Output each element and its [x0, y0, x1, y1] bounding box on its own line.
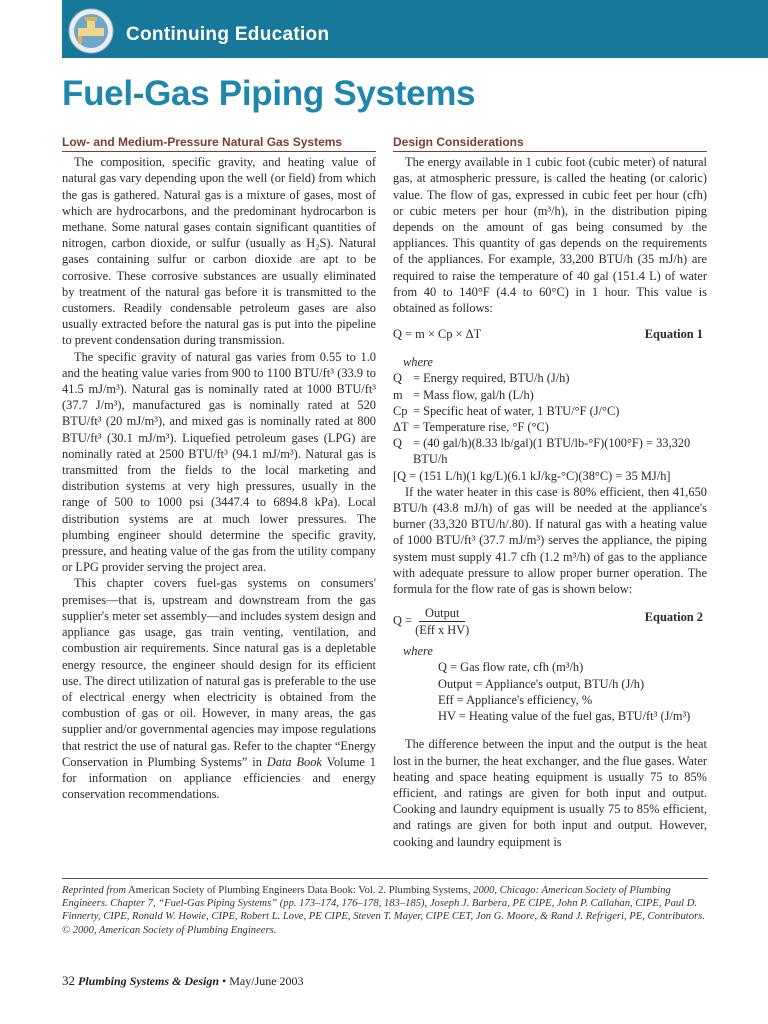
definition-row — [393, 403, 707, 419]
equation-2 — [393, 606, 707, 638]
equation-expression: Q = m × Cp × ΔT — [393, 327, 482, 342]
definition-row — [393, 419, 707, 435]
right-column — [393, 134, 707, 850]
fraction — [415, 605, 469, 638]
paragraph: If the water heater in this case is 80% efficient, then 41,650 BTU/h (43.8 mJ/h) of gas will be needed at the appliance's burner (33,320 BTU/h/.80). If natural gas with a heating value of 1000 BTU/ft³ (37.7 mJ/m³) serves the appliance, the piping system must supply 41.7 cfh (1.2 m³/h) of gas to the appliance with adequate pressure to allow proper burner operation. The formula for the flow rate of gas is shown below: — [393, 484, 707, 597]
definition-text: = (40 gal/h)(8.33 lb/gal)(1 BTU/lb-°F)(100°F) = 33,320 BTU/h — [413, 436, 691, 467]
definition-row: Q = Gas flow rate, cfh (m³/h) — [438, 660, 584, 675]
definition-row — [393, 435, 707, 467]
left-column — [62, 134, 376, 802]
paragraph-text: Volume 1 for information on appliance efficiencies and energy conservation recommendations. — [62, 754, 377, 802]
variable-definitions — [393, 370, 707, 467]
definition-symbol: ΔT — [393, 420, 409, 435]
article-title: Fuel-Gas Piping Systems — [62, 74, 476, 113]
definition-symbol: Q — [393, 371, 402, 386]
definition-text: = Specific heat of water, 1 BTU/°F (J/°C) — [413, 403, 620, 418]
reprint-source: American Society of Plumbing Engineers Data Book: Vol. 2. Plumbing Systems, — [126, 885, 474, 896]
metric-line: [Q = (151 L/h)(1 kg/L)(6.1 kJ/kg-°C)(38°C) = 35 MJ/h] — [393, 468, 671, 483]
issue-date: • May/June 2003 — [222, 974, 304, 988]
where-label: where — [403, 355, 433, 370]
equation-expression — [393, 605, 469, 638]
definition-row — [393, 387, 707, 403]
equation-label: Equation 2 — [644, 610, 703, 625]
reprint-note — [62, 884, 708, 937]
equation-1 — [393, 326, 707, 346]
definition-text: = Temperature rise, °F (°C) — [413, 420, 549, 435]
paragraph-text: This chapter covers fuel-gas systems on consumers' premises—that is, upstream and downstream from the gas supplier's meter set assembly—and includes system design and appliance gas usage, gas train venting, ventilation, and combustion air requirements. Since natural gas is a depletable energy resource, the engineer should design for its efficient use. The direct utilization of natural gas is preferable to the use of electrical energy when electricity is obtained from the combustion of gas or oil. However, in many areas, the gas supplier and/or governmental agencies may impose regulations that restrict the use of natural gas. Refer to the chapter “Energy Conservation in Plumbing Systems” in — [62, 576, 376, 769]
definition-text: = Mass flow, gal/h (L/h) — [413, 387, 534, 402]
reprint-lead: Reprinted from — [62, 885, 127, 896]
paragraph: The specific gravity of natural gas varies from 0.55 to 1.0 and the heating value varies from 900 to 1100 BTU/ft³ (33.9 to 41.5 mJ/m³). Natural gas is nominally rated at 1000 BTU/ft³ (37.7 J/m³), manufactured gas is nominally rated at 520 BTU/ft³ (20 mJ/m³), and mixed gas is nominally rated at 800 BTU/ft³ (30.1 mJ/m³). Liquefied petroleum gases (LPG) are nominally rated at 2500 BTU/ft³ (94.1 mJ/m³). Natural gas is transmitted from the fields to the local marketing and distribution systems at very high pressures, usually in the range of 500 to 1000 psi (3447.4 to 6894.8 kPa). Local distribution systems are at much lower pressures. The plumbing engineer should determine the specific gravity, pressure, and heating value of the gas from the utility company or LPG provider serving the project area. — [62, 349, 376, 575]
definition-symbol: m — [393, 387, 403, 402]
pipe-valve-icon — [68, 8, 114, 54]
equation-label: Equation 1 — [644, 327, 703, 342]
section-title: Continuing Education — [126, 24, 330, 45]
paragraph: The energy available in 1 cubic foot (cubic meter) of natural gas, at atmospheric pressure, is called the heating (or caloric) value. The flow of gas, expressed in cubic feet per hour (cfh) or cubic meters per hour (m³/h), in the distribution piping depends on the amount of gas being consumed by the appliances. This quantity of gas depends on the requirements of the appliances. For example, 33,200 BTU/h (35 mJ/h) are required to raise the temperature of 40 gal (151.4 L) of water from 40 to 140°F (4.4 to 60°C) in 1 hour. This value is obtained as follows: — [393, 155, 707, 316]
footnote-divider — [62, 878, 708, 879]
paragraph: The difference between the input and the output is the heat lost in the burner, the heat exchanger, and the flue gases. Water heating and space heating equipment is usually 75 to 85% efficient, and ratings are given for both input and output. Cooking and laundry equipment is usually 75 to 85% efficient, and ratings are given for both input and output. However, cooking and laundry equipment is — [393, 737, 707, 849]
page-number: 32 — [62, 973, 75, 988]
paragraph — [62, 575, 376, 802]
book-title: Data Book — [266, 754, 322, 769]
definition-symbol: Q — [393, 436, 402, 451]
reprint-details: 2000, Chicago: American Society of Plumbing Engineers. Chapter 7, “Fuel-Gas Piping Systems” (pp. 173–174, 176–178, 183–185), Joseph J. Barbera, PE CIPE, John P. Callahan, CIPE, Paul D. Finnerty, CIPE, Ronald W. Howie, CIPE, Robert L. Love, PE CIPE, Steven T. Mayer, CIPE CET, Jon G. Moore, & Rand J. Refrigeri, PE, Contributors. © 2000, American Society of Plumbing Engineers. — [62, 885, 705, 936]
page-footer — [62, 973, 304, 989]
equation-lhs: Q = — [393, 613, 413, 628]
magazine-name: Plumbing Systems & Design — [78, 974, 220, 988]
definition-row: Eff = Appliance's efficiency, % — [438, 692, 593, 707]
definition-row: Output = Appliance's output, BTU/h (J/h) — [438, 676, 645, 691]
definition-symbol: Cp — [393, 403, 408, 418]
definition-text: = Energy required, BTU/h (J/h) — [413, 371, 570, 386]
definition-row: HV = Heating value of the fuel gas, BTU/ft³ (J/m³) — [438, 709, 691, 724]
section-heading: Design Considerations — [393, 134, 707, 152]
paragraph: The composition, specific gravity, and heating value of natural gas vary depending upon the well (or field) from which the gas is gathered. Natural gas is a mixture of gases, most of which are hydrocarbons, and the predominant hydrocarbon is methane. Some natural gases contain significant quantities of nitrogen, carbon dioxide, or sulfur (usually as H₂S). Natural gases containing sulfur or carbon dioxide are apt to be corrosive. These corrosive substances are usually eliminated by treatment of the natural gas before it is transmitted to the customers. Readily condensable petroleum gases are also usually extracted before the natural gas is put into the pipeline to prevent condensation during transmission. — [62, 155, 376, 348]
variable-definitions — [438, 659, 707, 724]
where-label: where — [403, 644, 433, 659]
fraction-numerator: Output — [419, 605, 465, 622]
definition-row — [393, 370, 707, 386]
section-heading: Low- and Medium-Pressure Natural Gas Systems — [62, 134, 376, 152]
fraction-denominator: (Eff x HV) — [415, 623, 470, 638]
